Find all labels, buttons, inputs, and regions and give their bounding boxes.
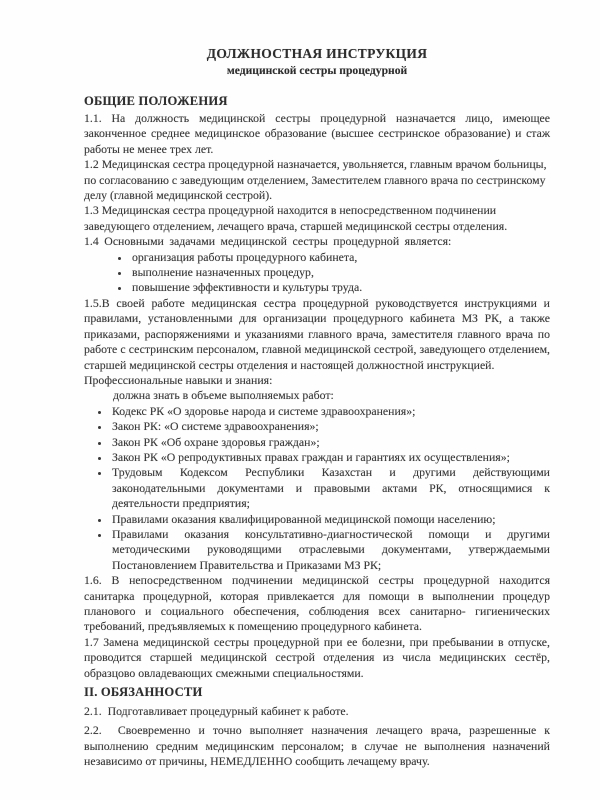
bullet-item: • повышение эффективности и культуры труда. [130,280,550,295]
paragraph: 1.3 Медицинская сестра процедурной находится в непосредственном подчинении заведующего отделением, лечащего врача, старшей медицинской сестры отделения. [84,203,508,233]
bullet-item: • Трудовым Кодексом Республики Казахстан и другими действующими законодательными документами и правовыми актами РК, относящимися к деятельности предприятия; [110,465,550,511]
paragraph: 2.2. Своевременно и точно выполняет назначения лечащего врача, разрешенные к выполнению средним медицинским персоналом; в случае не выполнения назначений независимо от причины, НЕМЕДЛЕННО сообщить лечащему врачу. [84,723,550,769]
bullet-item: • Правилами оказания квалифицированной медицинской помощи населению; [110,512,550,527]
document-section [84,94,550,681]
section-heading: ОБЩИЕ ПОЛОЖЕНИЯ [84,94,228,108]
paragraph: 1.5.В своей работе медицинская сестра процедурной руководствуется инструкциями и правилами, установленными для организации процедурного кабинета МЗ РК, а также приказами, распоряжениями и указаниями главного врача, заместителя главного врача по работе с сестринским персоналом, главной медицинской сестрой, заведующего отделением, старшей медицинской сестры отделения и настоящей должностной инструкцией. [84,295,550,372]
paragraph: 1.7 Замена медицинской сестры процедурной при ее болезни, при пребывании в отпуске, проводится старшей медицинской сестрой отделения из числа медицинских сестёр, образцово овладевающих смежными специальностями. [84,634,550,680]
bullet-item: • Кодекс РК «О здоровье народа и системе здравоохранения»; [110,404,550,419]
document-body [84,94,550,770]
paragraph: должна знать в объеме выполняемых работ: [113,388,334,403]
bullet-item: • организация работы процедурного кабинета, [130,250,550,265]
bullet-item: • выполнение назначенных процедур, [130,265,550,280]
paragraph: Профессиональные навыки и знания: [84,372,273,387]
paragraph: 2.1. Подготавливает процедурный кабинет к работе. [84,704,349,719]
paragraph: 1.1. На должность медицинской сестры процедурной назначается лицо, имеющее законченное среднее медицинское образование (высшее сестринское образование) и стаж работы не менее трех лет. [84,111,550,156]
document-subtitle: медицинской сестры процедурной [226,64,408,77]
section-heading: II. ОБЯЗАННОСТИ [84,685,203,700]
bullet-item: • Закон РК «О репродуктивных правах граждан и гарантиях их осуществления»; [110,450,550,465]
paragraph: 1.2 Медицинская сестра процедурной назначается, увольняется, главным врачом больницы, по согласованию с заведующим отделением, Заместителем главного врача по сестринскому делу (главной медицинской сестрой). [84,157,547,203]
bullet-item: • Закон РК «Об охране здоровья граждан»; [110,435,550,450]
paragraph: 1.4 Основными задачами медицинской сестры процедурной является: [84,234,452,249]
paragraph: 1.6. В непосредственном подчинении медицинской сестры процедурной находится санитарка процедурной, которая привлекается для помощи в выполнении процедур планового и социального обеспечения, соблюдения всех санитарно- гигиенических требований, предъявляемых к помещению процедурного кабинета. [84,573,550,634]
document-section [84,685,550,770]
bullet-list [84,250,550,296]
bullet-list [84,404,550,573]
bullet-item: • Закон РК: «О системе здравоохранения»; [110,419,550,434]
bullet-item: • Правилами оказания консультативно-диагностической помощи и другими методическими руководящими отраслевыми документами, утверждаемыми Постановлением Правительства и Приказами МЗ РК; [110,527,550,573]
document-title: ДОЛЖНОСТНАЯ ИНСТРУКЦИЯ [206,46,428,61]
